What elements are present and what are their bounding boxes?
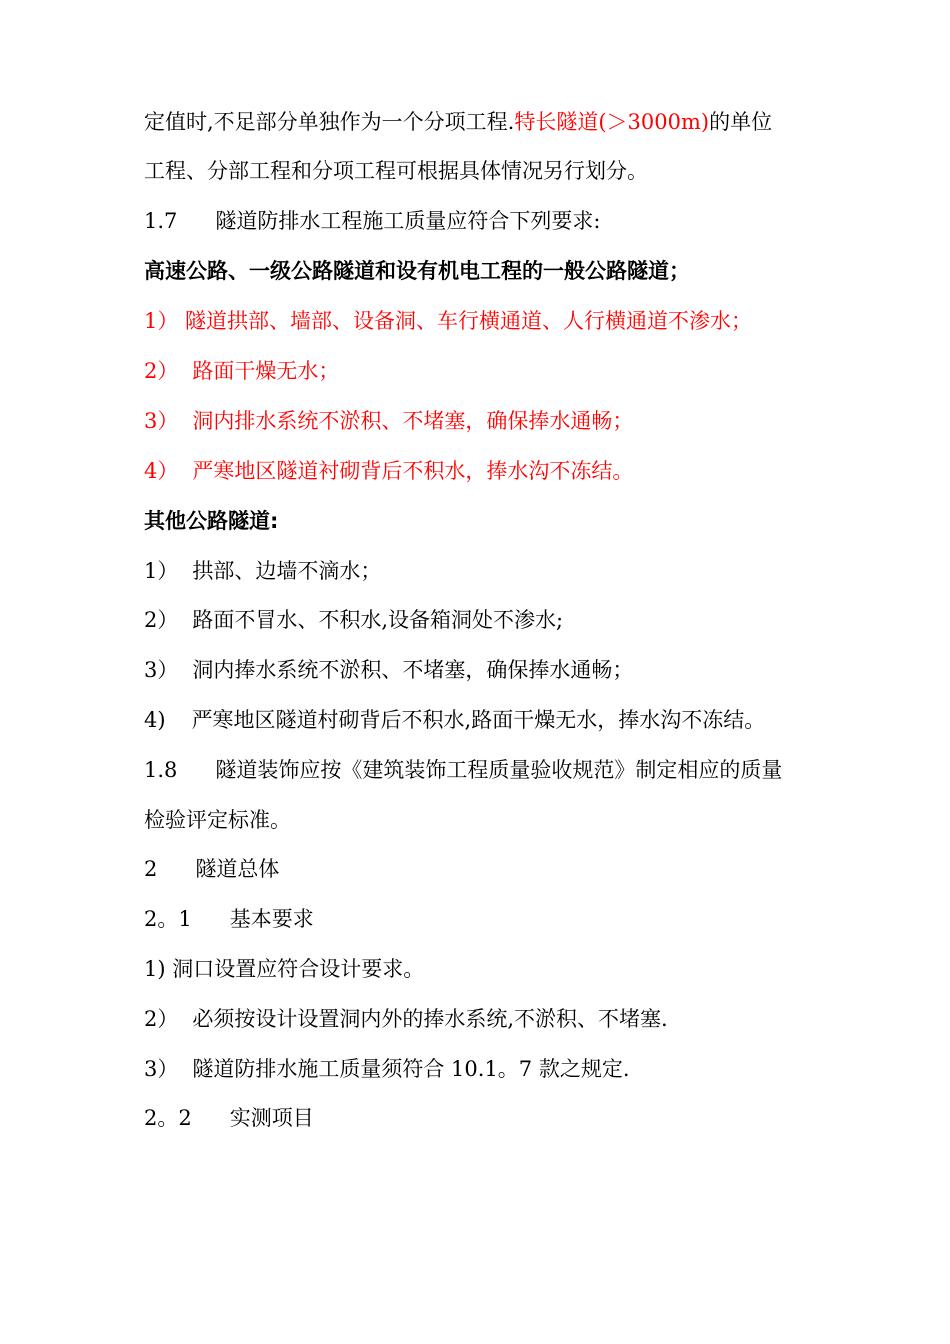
list-number: 2） (144, 608, 179, 632)
list-text: 拱部、边墙不滴水； (192, 559, 382, 583)
section-text: 实测项目 (229, 1106, 314, 1130)
list-item-2 (144, 606, 563, 634)
list-number: 4) (144, 708, 166, 732)
section-number: 1.8 (144, 758, 178, 782)
paragraph-line-2: 工程、分部工程和分项工程可根据具体情况另行划分。 (144, 159, 648, 183)
section-number: 2。1 (144, 907, 192, 931)
list-item-3 (144, 656, 633, 684)
list-text: 洞内排水系统不淤积、不堵塞，确保捧水通畅； (192, 409, 634, 433)
list-number: 2） (144, 1007, 179, 1031)
list-text: 洞内捧水系统不淤积、不堵塞，确保捧水通畅； (192, 658, 634, 682)
section-2-1-heading (144, 905, 314, 933)
list-number: 3） (144, 1057, 179, 1081)
list-text: 必须按设计设置洞内外的捧水系统,不淤积、不堵塞. (192, 1007, 668, 1031)
highlighted-text: 特长隧道(＞3000m) (514, 110, 710, 134)
text-span: 定值时,不足部分单独作为一个分项工程. (144, 110, 515, 134)
subheading-other-tunnels: 其他公路隧道: (144, 509, 279, 533)
subheading-highway-tunnels: 高速公路、一级公路隧道和设有机电工程的一般公路隧道； (144, 259, 690, 283)
paragraph-line-1 (144, 108, 772, 136)
list-item-red-3 (144, 407, 633, 435)
list-number: 3） (144, 409, 179, 433)
section-number: 2 (144, 857, 158, 881)
list-number: 1） (144, 559, 179, 583)
list-item-red-1: 1） 隧道拱部、墙部、设备洞、车行横通道、人行横通道不渗水； (144, 309, 753, 333)
section-number: 1.7 (144, 209, 178, 233)
list-number: 2） (144, 359, 179, 383)
list-text: 严寒地区隧道衬砌背后不积水，捧水沟不冻结。 (192, 459, 634, 483)
list-item-1 (144, 557, 381, 585)
list-text: 路面干燥无水； (192, 359, 340, 383)
list-text: 路面不冒水、不积水,设备箱洞处不渗水; (192, 608, 564, 632)
list-text: 严寒地区隧道村砌背后不积水,路面干燥无水，捧水沟不冻结。 (191, 708, 766, 732)
section-text: 隧道防排水工程施工质量应符合下列要求: (215, 209, 601, 233)
paragraph-line-continued: 检验评定标准。 (144, 808, 291, 832)
list-item-red-4 (144, 457, 633, 485)
section-text: 隧道总体 (195, 857, 280, 881)
section-2-heading (144, 855, 279, 883)
list-number: 3） (144, 658, 179, 682)
list-number: 4） (144, 459, 179, 483)
section-1-7 (144, 207, 600, 235)
requirement-item-1: 1) 洞口设置应符合设计要求。 (144, 957, 425, 981)
requirement-item-3 (144, 1055, 630, 1083)
section-2-2-heading (144, 1104, 314, 1132)
requirement-item-2 (144, 1005, 668, 1033)
list-text: 隧道防排水施工质量须符合 10.1。7 款之规定. (192, 1057, 630, 1081)
section-text: 基本要求 (229, 907, 314, 931)
list-item-red-2 (144, 357, 339, 385)
section-text: 隧道装饰应按《建筑装饰工程质量验收规范》制定相应的质量 (215, 758, 783, 782)
section-1-8 (144, 756, 782, 784)
section-number: 2。2 (144, 1106, 192, 1130)
text-span: 的单位 (709, 110, 773, 134)
list-item-4 (144, 706, 765, 734)
